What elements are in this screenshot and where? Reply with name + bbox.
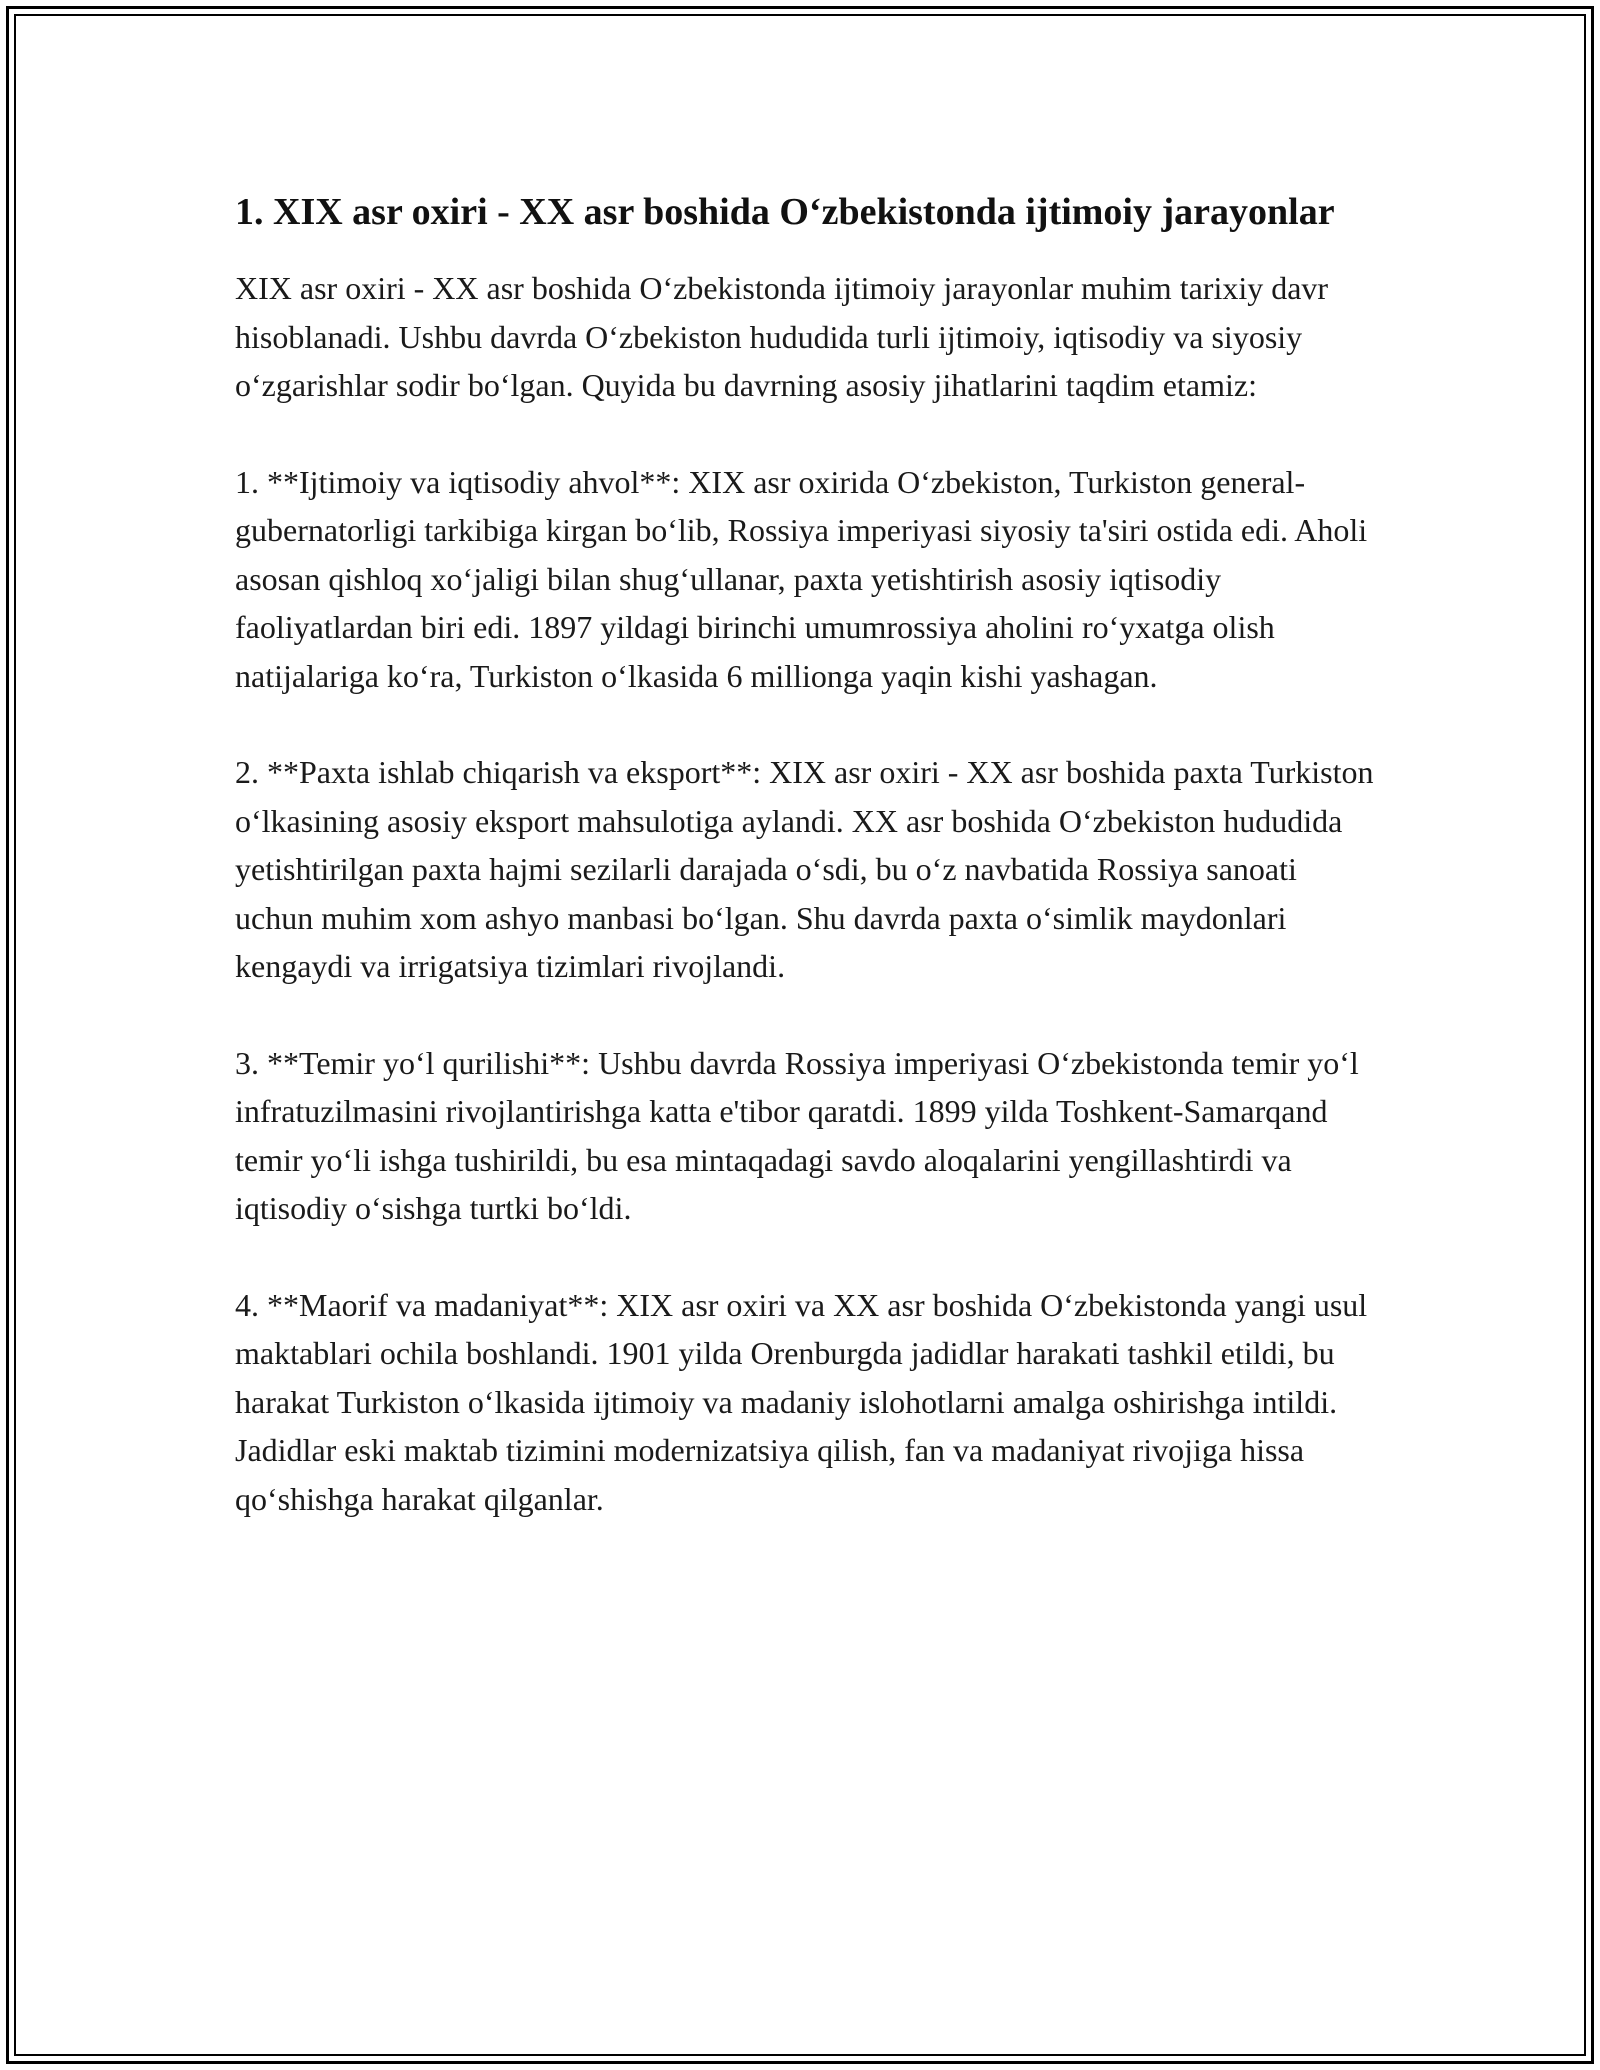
paragraph-railway: 3. **Temir yo‘l qurilishi**: Ushbu davrda Rossiya imperiyasi O‘zbekistonda temir yo‘l infratuzilmasini rivojlantirishga katta e'tibor qaratdi. 1899 yilda Toshkent-Samarqand temir yo‘li ishga tushirildi, bu esa mintaqadagi savdo aloqalarini yengillashtirdi va iqtisodiy o‘sishga turtki bo‘ldi. [235,1044,1359,1226]
intro-paragraph: XIX asr oxiri - XX asr boshida O‘zbekistonda ijtimoiy jarayonlar muhim tarixiy davr hisoblanadi. Ushbu davrda O‘zbekiston hududida turli ijtimoiy, iqtisodiy va siyosiy o‘zgarishlar sodir bo‘lgan. Quyida bu davrning asosiy jihatlarini taqdim etamiz: [235,270,1329,403]
document-title: 1. XIX asr oxiri - XX asr boshida O‘zbekistonda ijtimoiy jarayonlar [235,191,1335,233]
document-body [235,185,1375,1571]
paragraph-social-economic: 1. **Ijtimoiy va iqtisodiy ahvol**: XIX asr oxirida O‘zbekiston, Turkiston general-gubernatorligi tarkibiga kirgan bo‘lib, Rossiya imperiyasi siyosiy ta'siri ostida edi. Aholi asosan qishloq xo‘jaligi bilan shug‘ullanar, paxta yetishtirish asosiy iqtisodiy faoliyatlardan biri edi. 1897 yildagi birinchi umumrossiya aholini ro‘yxatga olish natijalariga ko‘ra, Turkiston o‘lkasida 6 millionga yaqin kishi yashagan. [235,463,1368,694]
paragraph-education-culture: 4. **Maorif va madaniyat**: XIX asr oxiri va XX asr boshida O‘zbekistonda yangi usul maktablari ochila boshlandi. 1901 yilda Orenburgda jadidlar harakati tashkil etildi, bu harakat Turkiston o‘lkasida ijtimoiy va madaniy islohotlarni amalga oshirishga intildi. Jadidlar eski maktab tizimini modernizatsiya qilish, fan va madaniyat rivojiga hissa qo‘shishga harakat qilganlar. [235,1286,1368,1517]
paragraph-cotton-export: 2. **Paxta ishlab chiqarish va eksport**: XIX asr oxiri - XX asr boshida paxta Turkiston o‘lkasining asosiy eksport mahsulotiga aylandi. XX asr boshida O‘zbekiston hududida yetishtirilgan paxta hajmi sezilarli darajada o‘sdi, bu o‘z navbatida Rossiya sanoati uchun muhim xom ashyo manbasi bo‘lgan. Shu davrda paxta o‘simlik maydonlari kengaydi va irrigatsiya tizimlari rivojlandi. [235,754,1374,984]
